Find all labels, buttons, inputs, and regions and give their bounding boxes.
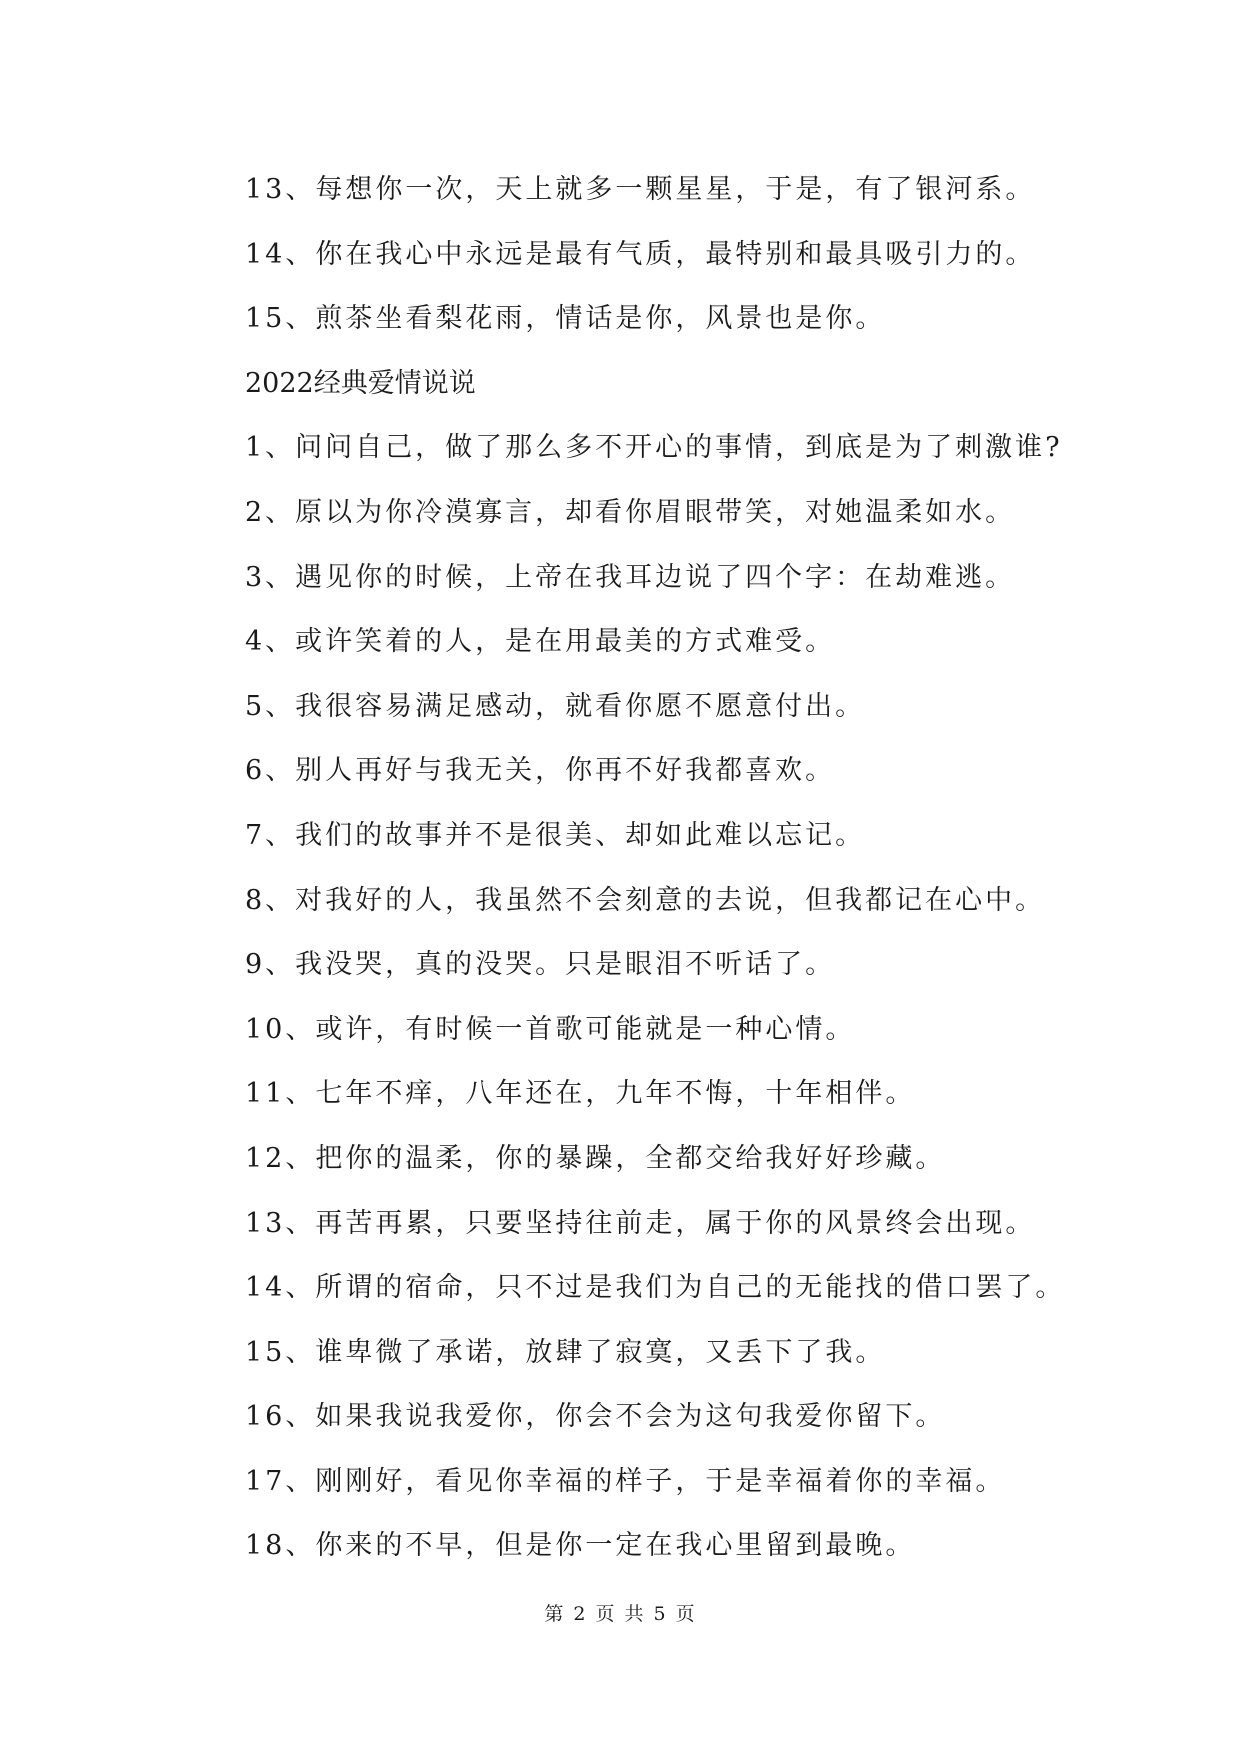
list-item: 17、刚刚好，看见你幸福的样子，于是幸福着你的幸福。 (245, 1465, 1006, 1497)
list-item: 13、再苦再累，只要坚持往前走，属于你的风景终会出现。 (245, 1207, 1036, 1239)
list-item: 6、别人再好与我无关，你再不好我都喜欢。 (245, 755, 836, 787)
list-item: 7、我们的故事并不是很美、却如此难以忘记。 (245, 819, 866, 851)
list-item: 4、或许笑着的人，是在用最美的方式难受。 (245, 626, 836, 658)
footer-suffix: 页 (675, 1603, 697, 1625)
list-item: 10、或许，有时候一首歌可能就是一种心情。 (245, 1013, 856, 1045)
list-item: 15、煎茶坐看梨花雨，情话是你，风景也是你。 (245, 303, 886, 335)
footer-prefix: 第 (544, 1603, 566, 1625)
page-footer (0, 1602, 1241, 1626)
list-item: 14、你在我心中永远是最有气质，最特别和最具吸引力的。 (245, 238, 1036, 270)
current-page-number: 2 (573, 1603, 588, 1625)
list-item: 3、遇见你的时候，上帝在我耳边说了四个字：在劫难逃。 (245, 561, 1016, 593)
document-body (245, 158, 1145, 1579)
section-heading: 2022经典爱情说说 (245, 367, 476, 399)
list-item: 11、七年不痒，八年还在，九年不悔，十年相伴。 (245, 1078, 916, 1110)
list-item: 16、如果我说我爱你，你会不会为这句我爱你留下。 (245, 1401, 946, 1433)
list-item: 1、问问自己，做了那么多不开心的事情，到底是为了刺激谁? (245, 432, 1063, 464)
total-pages-number: 5 (653, 1603, 668, 1625)
footer-middle: 页 共 (595, 1603, 646, 1625)
list-item: 5、我很容易满足感动，就看你愿不愿意付出。 (245, 690, 866, 722)
list-item: 18、你来的不早，但是你一定在我心里留到最晚。 (245, 1530, 916, 1562)
list-item: 12、把你的温柔，你的暴躁，全都交给我好好珍藏。 (245, 1142, 946, 1174)
list-item: 2、原以为你冷漠寡言，却看你眉眼带笑，对她温柔如水。 (245, 496, 1016, 528)
list-item: 13、每想你一次，天上就多一颗星星，于是，有了银河系。 (245, 174, 1036, 205)
list-item: 8、对我好的人，我虽然不会刻意的去说，但我都记在心中。 (245, 884, 1046, 916)
list-item: 15、谁卑微了承诺，放肆了寂寞，又丢下了我。 (245, 1336, 886, 1368)
list-item: 9、我没哭，真的没哭。只是眼泪不听话了。 (245, 949, 836, 981)
list-item: 14、所谓的宿命，只不过是我们为自己的无能找的借口罢了。 (245, 1272, 1066, 1304)
